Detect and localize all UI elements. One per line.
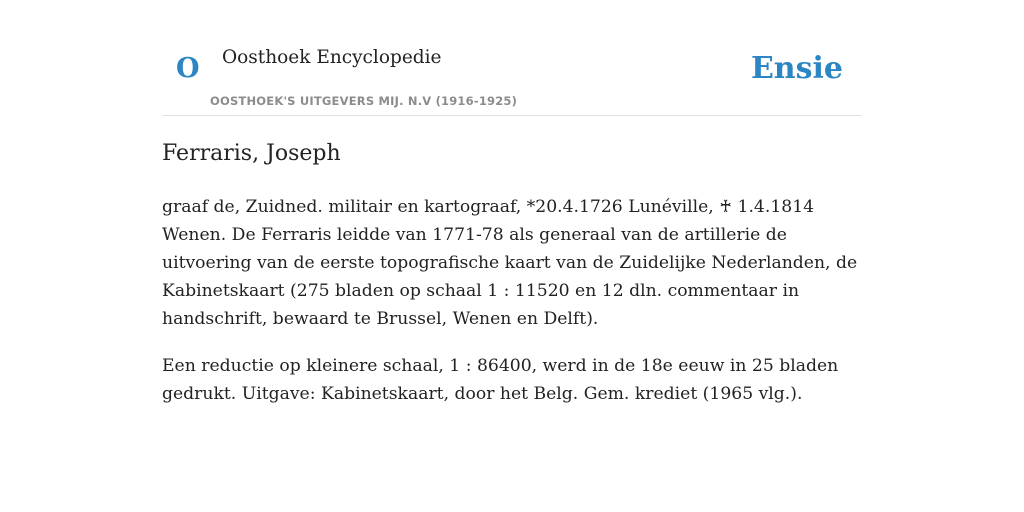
article-paragraph: graaf de, Zuidned. militair en kartograaf, *20.4.1726 Lunéville, ♰ 1.4.1814 Wenen. De Ferraris leidde van 1771-78 als generaal van de artillerie de uitvoering van de eerste topografische kaart van de Zuidelijke Nederlanden, de Kabinetskaart (275 bladen op schaal 1 : 11520 en 12 dln. commentaar in handschrift, bewaard te Brussel, Wenen en Delft). — [162, 197, 858, 329]
article-paragraph: Een reductie op kleinere schaal, 1 : 86400, werd in de 18e eeuw in 25 bladen gedrukt. Uitgave: Kabinetskaart, door het Belg. Gem. krediet (1965 vlg.). — [162, 356, 839, 404]
page — [162, 0, 862, 512]
article-title: Ferraris, Joseph — [162, 141, 341, 166]
ensie-logo-link[interactable]: Ensie — [750, 51, 843, 86]
encyclopedia-logo[interactable]: O — [176, 53, 200, 84]
article — [162, 138, 862, 408]
publisher-line: OOSTHOEK'S UITGEVERS MIJ. N.V (1916-1925) — [210, 94, 518, 108]
encyclopedia-name[interactable]: Oosthoek Encyclopedie — [222, 47, 442, 68]
site-header — [162, 0, 862, 116]
